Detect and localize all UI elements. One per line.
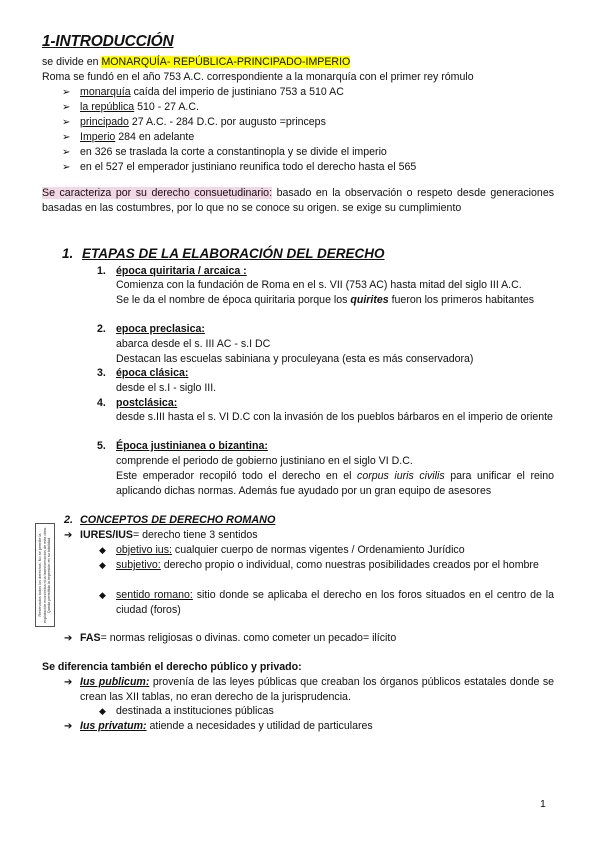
arrow-icon: ➔ xyxy=(64,721,73,732)
list-item: monarquía caída del imperio de justiniano 753 a 510 AC xyxy=(80,86,344,98)
characterized-paragraph: Se caracteriza por su derecho consuetudinario: basado en la observación o respeto desde generaciones basadas en las costumbres, por lo que no se conoce su origen. se exige su cumplimiento xyxy=(42,187,555,214)
sense-item: sentido romano: sitio donde se aplicaba el derecho en los foros situados en el centro de la ciudad (foros) xyxy=(116,589,555,616)
iures-line: IURES/IUS= derecho tiene 3 sentidos xyxy=(80,529,258,541)
list-item: la república 510 - 27 A.C. xyxy=(80,101,199,113)
sense-item: objetivo ius: cualquier cuerpo de normas vigentes / Ordenamiento Jurídico xyxy=(116,544,465,556)
diamond-icon: ◆ xyxy=(99,706,106,716)
ius-publicum-label: Ius publicum: xyxy=(80,676,150,688)
arrow-icon: ➢ xyxy=(62,87,71,98)
corpus-iuris-term: corpus iuris civilis xyxy=(357,470,445,482)
epoch-text: desde s.III hasta el s. VI D.C con la invasión de los pueblos bárbaros en el imperio de oriente xyxy=(116,411,553,423)
arrow-icon: ➔ xyxy=(64,530,73,541)
arrow-icon: ➢ xyxy=(62,132,71,143)
arrow-icon: ➔ xyxy=(64,633,73,644)
arrow-icon: ➢ xyxy=(62,162,71,173)
epoch-title-quiritaria: época quiritaria / arcaica : xyxy=(116,265,247,277)
epoch-text: Se le da el nombre de época quiritaria porque los quirites fueron los primeros habitantes xyxy=(116,294,535,306)
page-number: 1 xyxy=(540,798,546,810)
epoch-number: 5. xyxy=(97,440,106,452)
characterized-highlight: Se caracteriza por su derecho consuetudinario: xyxy=(42,187,273,199)
epoch-number: 2. xyxy=(97,323,106,335)
sense-item: subjetivo: derecho propio o individual, como nuestras posibilidades creados por el hombre xyxy=(116,559,539,571)
fas-line: FAS= normas religiosas o divinas. como cometer un pecado= ilícito xyxy=(80,632,397,644)
list-item: en 326 se traslada la corte a constantinopla y se divide el imperio xyxy=(80,146,387,158)
arrow-icon: ➢ xyxy=(62,117,71,128)
ius-publicum-subitem: destinada a instituciones públicas xyxy=(116,705,274,717)
epoch-title-clasica: época clásica: xyxy=(116,367,189,379)
public-private-heading: Se diferencia también el derecho público y privado: xyxy=(42,661,302,673)
arrow-icon: ➔ xyxy=(64,677,73,688)
epoch-number: 3. xyxy=(97,367,106,379)
epoch-number: 4. xyxy=(97,397,106,409)
arrow-icon: ➢ xyxy=(62,102,71,113)
list-item: Imperio 284 en adelante xyxy=(80,131,195,143)
epoch-title-justinianea: Época justinianea o bizantina: xyxy=(116,440,268,452)
ius-publicum-item: Ius publicum: provenía de las leyes públicas que creaban los órganos públicos estatales donde se crean las XII tablas, no eran derecho de la jurisprudencia. xyxy=(80,676,555,703)
epoch-text: desde el s.I - siglo III. xyxy=(116,382,217,394)
ius-privatum-label: Ius privatum: xyxy=(80,720,147,732)
quirites-term: quirites xyxy=(350,294,389,306)
section-2-heading: 2. CONCEPTOS DE DERECHO ROMANO xyxy=(64,514,276,526)
epoch-text: Comienza con la fundación de Roma en el s. VII (753 AC) hasta mitad del siglo III A.C. xyxy=(116,279,522,291)
arrow-icon: ➢ xyxy=(62,147,71,158)
founded-line: Roma se fundó en el año 753 A.C. correspondiente a la monarquía con el primer rey rómulo xyxy=(42,71,474,83)
epoch-title-preclasica: epoca preclasica: xyxy=(116,323,205,335)
divide-line xyxy=(42,55,350,70)
section-1-heading: 1. ETAPAS DE LA ELABORACIÓN DEL DERECHO xyxy=(62,246,385,261)
epoch-title-postclasica: postclásica: xyxy=(116,397,178,409)
page-title: 1-INTRODUCCIÓN xyxy=(42,33,174,50)
epoch-number: 1. xyxy=(97,265,106,277)
periods-highlight: MONARQUÍA- REPÚBLICA-PRINCIPADO-IMPERIO xyxy=(101,56,351,68)
diamond-icon: ◆ xyxy=(99,560,106,570)
epoch-text: comprende el periodo de gobierno justiniano en el siglo VI D.C. xyxy=(116,455,413,467)
diamond-icon: ◆ xyxy=(99,590,106,600)
divide-prefix: se divide en xyxy=(42,56,102,68)
side-note-box xyxy=(35,523,55,627)
epoch-text: abarca desde el s. III AC - s.I DC xyxy=(116,338,271,350)
epoch-text: Destacan las escuelas sabiniana y proculeyana (esta es más conservadora) xyxy=(116,353,474,365)
diamond-icon: ◆ xyxy=(99,545,106,555)
ius-privatum-item: Ius privatum: atiende a necesidades y utilidad de particulares xyxy=(80,720,373,732)
epoch-text: Este emperador recopiló todo el derecho en el corpus iuris civilis para unificar el reino aplicando dichas normas. Además fue ayudado por un gran equipo de asesores xyxy=(116,470,554,497)
list-item: principado 27 A.C. - 284 D.C. por augusto =princeps xyxy=(80,116,326,128)
list-item: en el 527 el emperador justiniano reunifica todo el derecho hasta el 565 xyxy=(80,161,417,173)
side-note-text: Reservados todos los derechos. No se permite la explotación económica ni la transformación de esta obra. Queda permitida la impresión en su totalidad. xyxy=(38,526,52,624)
